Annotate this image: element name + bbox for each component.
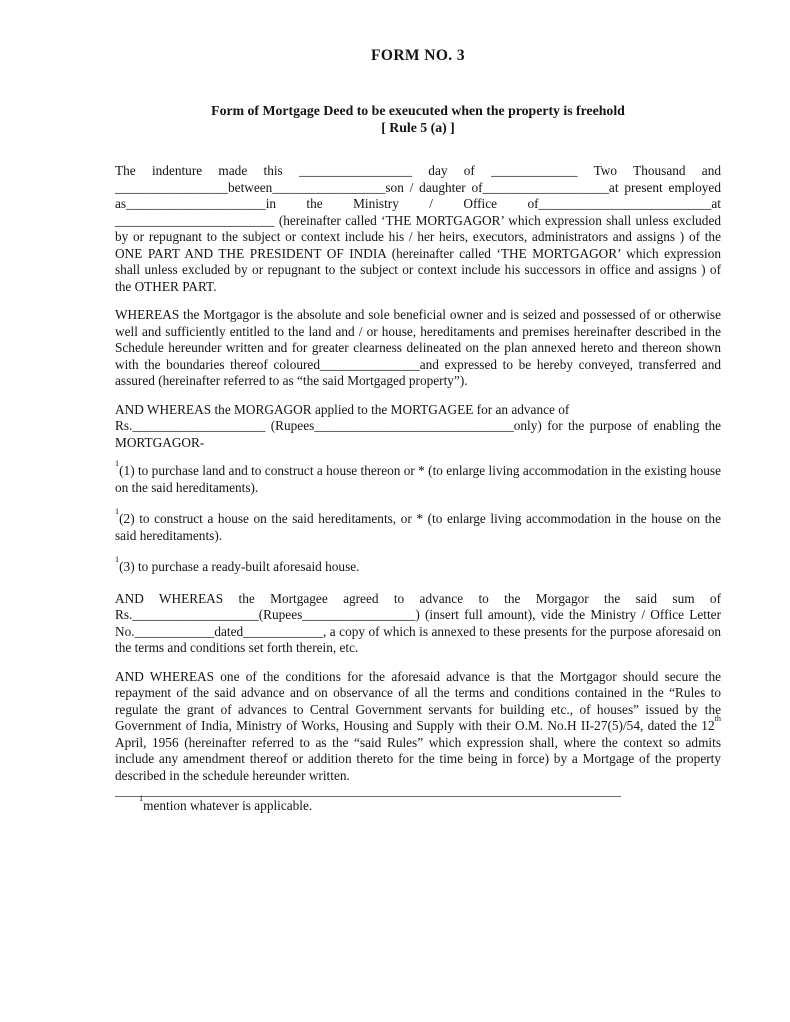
paragraph-mortgagee-agreed: AND WHEREAS the Mortgagee agreed to advance to the Morgagor the said sum of Rs.___________________(Rupees_________________) (insert full amount), vide the Ministry / Office Letter No.____________dated____________, a copy of which is annexed to these presents for the purpose aforesaid on the terms and conditions set forth therein, etc. [115, 590, 721, 655]
footnote-marker: th [714, 713, 721, 723]
fill-in-blank-mortgagor-name: _________________ [272, 179, 386, 195]
fill-in-blank-agreed-amount-words: _________________ [302, 607, 416, 622]
clause-1: $^1$(1) to purchase land and to construct a house thereon or * (to enlarge living accommodation in the existing house on the said hereditaments). [115, 458, 721, 495]
paragraph-conditions: AND WHEREAS one of the conditions for the aforesaid advance is that the Mortgagor should secure the repayment of the said advance and on observance of all the terms and conditions contained in the “Rules to regulate the grant of advances to Central Government servants for building etc., of houses” issued by the Government of India, Ministry of Works, Housing and Supply with their O.M. No.H II-27(5)/54, dated the 12th April, 1956 (hereinafter referred to as the “said Rules” which expression shall, where the context so admits include any amendment thereof or addition thereto for the time being in force) by a Mortgage of the property described in the schedule hereunder written. [115, 668, 721, 783]
clause-3: $^1$(3) to purchase a ready-built aforesaid house. [115, 554, 360, 574]
footnote-text: $^1$mention whatever is applicable. [139, 793, 313, 813]
paragraph-whereas-owner: WHEREAS the Mortgagor is the absolute and sole beneficial owner and is seized and possessed of or otherwise well and sufficiently entitled to the land and / or house, hereditaments and premises hereinafter described in the Schedule hereunder written and for greater clearness delineated on the plan annexed hereto and thereon shown with the boundaries thereof coloured_______________and expressed to be hereby conveyed, transferred and assured (hereinafter referred to as “the said Mortgaged property”). [115, 307, 721, 388]
footnote-marker: 1 [139, 793, 144, 803]
fill-in-blank-designation: _____________________ [126, 196, 266, 211]
fill-in-blank-letter-date: ____________ [243, 623, 323, 639]
form-title: Form of Mortgage Deed to be exeucuted when the property is freehold [211, 103, 625, 118]
fill-in-blank-year: _________________ [115, 179, 229, 195]
fill-in-blank-advance-amount-figures: ____________________ [132, 418, 266, 433]
fill-in-blank-month: _____________ [491, 163, 578, 178]
form-rule-reference: [ Rule 5 (a) ] [381, 120, 455, 135]
document-content [115, 0, 721, 815]
footnote-divider [115, 796, 621, 797]
form-subtitle-block [115, 102, 721, 136]
fill-in-blank-advance-amount-words: ______________________________ [314, 418, 514, 433]
form-number-title: FORM NO. 3 [371, 47, 465, 64]
fill-in-blank-day: _________________ [299, 163, 413, 178]
footnote-marker: 1 [115, 506, 120, 516]
paragraph-indenture: The indenture made this _________________ day of _____________ Two Thousand and _________________between_________________son / daughter of___________________at present employed as_____________________in the Ministry / Office of__________________________at ________________________ (hereinafter called ‘THE MORTGAGOR’ which expression shall unless excluded by or repugnant to the subject or context include his / her heirs, executors, administrators and assigns ) of the ONE PART AND THE PRESIDENT OF INDIA (hereinafter called ‘THE MORTGAGOR’ which expression shall unless excluded by or repugnant to the subject or context include his successors in office and assigns ) of the OTHER PART. [115, 163, 722, 294]
document-body [115, 163, 721, 784]
fill-in-blank-agreed-amount-figures: ___________________ [132, 607, 259, 622]
fill-in-blank-boundary-colour: _______________ [319, 356, 420, 372]
footnote-marker: 1 [115, 554, 120, 564]
paragraph-advance-applied: AND WHEREAS the MORGAGOR applied to the MORTGAGEE for an advance of Rs.____________________ (Rupees______________________________only) for the purpose of enabling the MORTGAGOR- [115, 401, 721, 450]
clause-2: $^1$(2) to construct a house on the said hereditaments, or * (to enlarge living accommodation in the house on the said hereditaments). [115, 506, 721, 543]
fill-in-blank-place: ________________________ [115, 212, 275, 228]
fill-in-blank-letter-no: ____________ [134, 623, 215, 639]
fill-in-blank-parent-name: ___________________ [482, 179, 609, 195]
footnote-marker: 1 [115, 458, 120, 468]
fill-in-blank-ministry-office: __________________________ [538, 196, 712, 211]
footnote-section [115, 793, 721, 815]
